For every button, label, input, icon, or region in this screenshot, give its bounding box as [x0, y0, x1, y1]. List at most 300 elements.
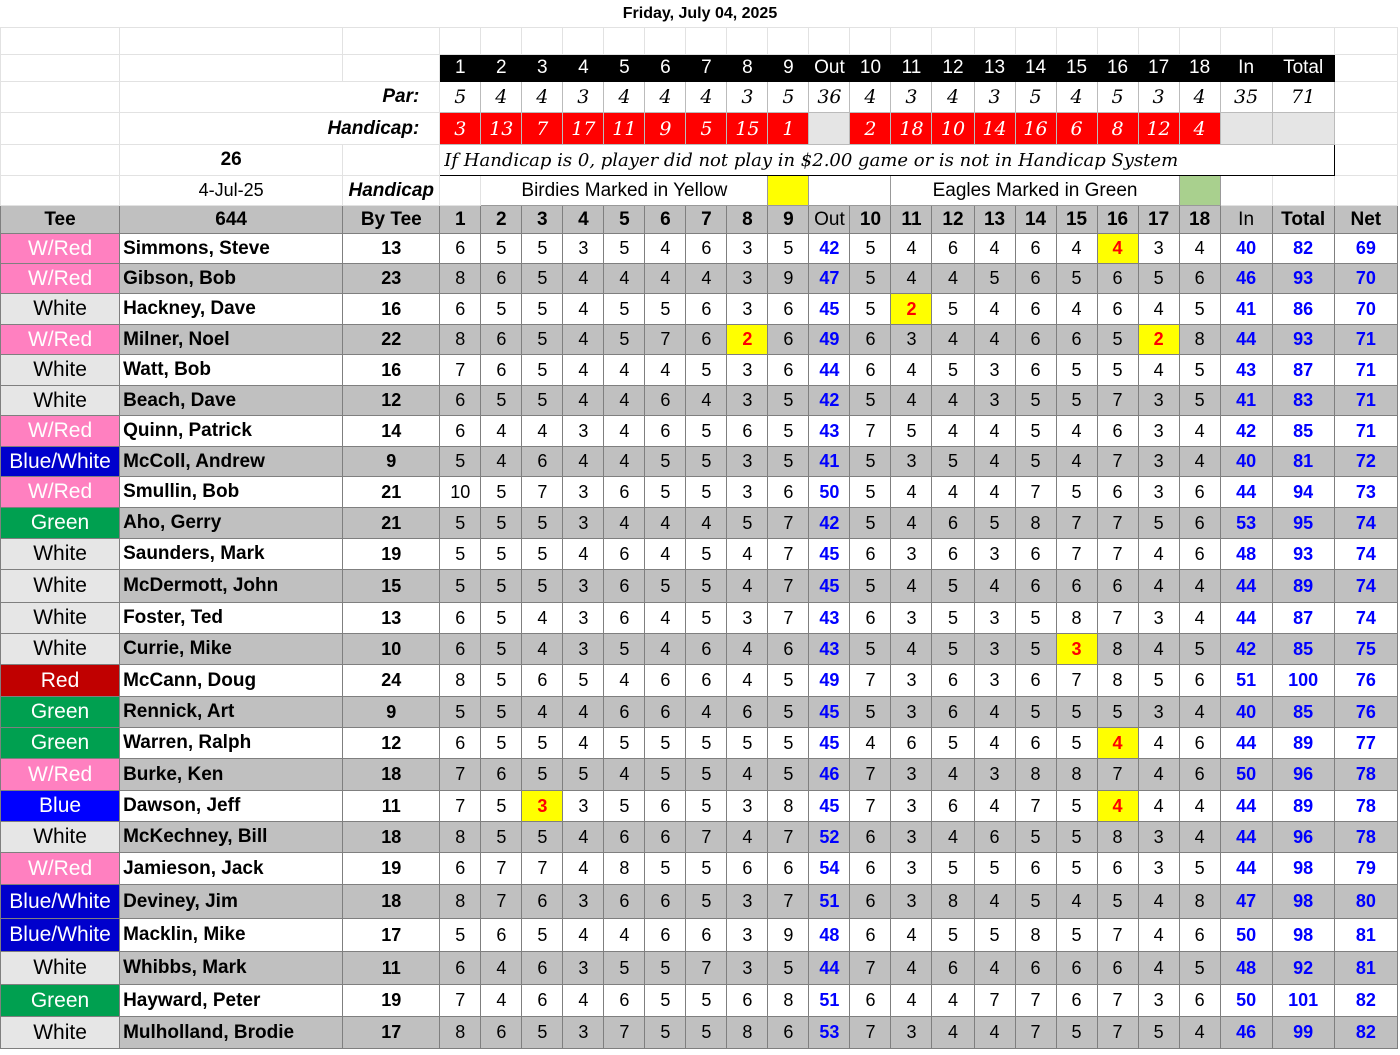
player-row [1, 759, 1398, 791]
hole-score: 3 [727, 885, 768, 919]
hole-score: 5 [850, 477, 891, 508]
net-score: 71 [1334, 325, 1397, 355]
hole-score: 3 [1056, 634, 1097, 665]
hole-score: 8 [440, 885, 481, 919]
hole-score: 8 [1179, 325, 1220, 355]
hole-score: 8 [1097, 822, 1138, 853]
handicap-label: Handicap: [120, 113, 440, 145]
hole-score: 5 [932, 570, 974, 603]
hole-score: 6 [1015, 325, 1056, 355]
hole-score: 6 [850, 822, 891, 853]
hole-score: 4 [932, 985, 974, 1017]
hole-score: 7 [440, 985, 481, 1017]
hole-score: 4 [1138, 791, 1179, 822]
hole-score: 8 [440, 264, 481, 294]
hole-score: 4 [974, 952, 1015, 985]
par-value: 35 [1220, 82, 1272, 113]
total-score: 50 [1220, 919, 1272, 952]
hole-score: 4 [522, 697, 563, 728]
total-score: 40 [1220, 234, 1272, 264]
column-header-in: In [1220, 206, 1272, 234]
hole-score: 5 [481, 634, 522, 665]
player-name: Simmons, Steve [120, 234, 343, 264]
hole-score: 4 [727, 665, 768, 697]
total-score: 98 [1272, 853, 1334, 885]
hole-handicap: 14 [974, 113, 1015, 145]
hole-score: 6 [932, 952, 974, 985]
date-short: 4-Jul-25 [120, 176, 343, 206]
hole-header-6: 6 [645, 55, 686, 82]
hole-score: 4 [563, 822, 604, 853]
hole-score: 4 [604, 665, 645, 697]
hole-score: 5 [604, 728, 645, 759]
hole-header-17: 17 [1138, 55, 1179, 82]
hole-score: 5 [850, 634, 891, 665]
column-header-8: 8 [727, 206, 768, 234]
column-header-15: 15 [1056, 206, 1097, 234]
net-score: 74 [1334, 508, 1397, 539]
hole-score: 5 [522, 822, 563, 853]
hole-score: 7 [768, 822, 809, 853]
total-score: 47 [809, 264, 850, 294]
hole-score: 4 [563, 919, 604, 952]
hole-score: 4 [645, 603, 686, 634]
hole-score: 4 [563, 325, 604, 355]
hole-score: 5 [481, 570, 522, 603]
tee-badge: W/Red [1, 264, 120, 294]
net-score: 82 [1334, 985, 1397, 1017]
hole-score: 5 [686, 791, 727, 822]
hole-score: 3 [1138, 985, 1179, 1017]
hole-score: 5 [932, 355, 974, 386]
tee-badge: White [1, 386, 120, 416]
hole-score: 6 [850, 603, 891, 634]
hole-score: 3 [563, 570, 604, 603]
net-score: 70 [1334, 294, 1397, 325]
total-score: 43 [809, 416, 850, 447]
hole-score: 3 [891, 759, 932, 791]
hole-score: 6 [1097, 416, 1138, 447]
total-score: 42 [809, 234, 850, 264]
hole-handicap: 1 [768, 113, 809, 145]
hole-score: 3 [974, 539, 1015, 570]
handicap-head: Handicap [343, 176, 440, 206]
net-score: 82 [1334, 1017, 1397, 1049]
hole-score: 5 [1015, 822, 1056, 853]
hole-handicap [809, 113, 850, 145]
hole-score: 3 [727, 603, 768, 634]
hole-score: 5 [440, 447, 481, 477]
hole-score: 6 [850, 985, 891, 1017]
hole-score: 7 [768, 570, 809, 603]
sheet-row [1, 55, 1398, 82]
total-score: 48 [1220, 952, 1272, 985]
hole-score: 5 [481, 294, 522, 325]
hole-score: 7 [481, 853, 522, 885]
player-name: Watt, Bob [120, 355, 343, 386]
hole-score: 6 [522, 985, 563, 1017]
hole-score: 3 [1138, 477, 1179, 508]
hole-header-14: 14 [1015, 55, 1056, 82]
hole-header-3: 3 [522, 55, 563, 82]
hole-score: 4 [1138, 759, 1179, 791]
player-name: Aho, Gerry [120, 508, 343, 539]
player-handicap: 23 [343, 264, 440, 294]
hole-score: 4 [974, 294, 1015, 325]
blank-cell [645, 28, 686, 55]
hole-score: 3 [727, 386, 768, 416]
hole-score: 7 [604, 1017, 645, 1049]
hole-score: 5 [645, 447, 686, 477]
player-row [1, 697, 1398, 728]
hole-score: 4 [1056, 294, 1097, 325]
hole-score: 3 [891, 603, 932, 634]
hole-score: 5 [1015, 416, 1056, 447]
hole-score: 4 [1179, 822, 1220, 853]
tee-badge: Green [1, 697, 120, 728]
hole-score: 6 [440, 386, 481, 416]
hole-score: 5 [850, 508, 891, 539]
hole-score: 4 [727, 822, 768, 853]
hole-score: 4 [563, 728, 604, 759]
hole-score: 3 [727, 355, 768, 386]
total-score: 40 [1220, 447, 1272, 477]
hole-score: 5 [563, 665, 604, 697]
tee-badge: Green [1, 728, 120, 759]
total-score: 45 [809, 791, 850, 822]
total-score: 51 [1220, 665, 1272, 697]
total-score: 93 [1272, 539, 1334, 570]
hole-score: 5 [686, 416, 727, 447]
player-name: Dawson, Jeff [120, 791, 343, 822]
hole-score: 5 [768, 697, 809, 728]
hole-handicap [1220, 113, 1272, 145]
total-score: 53 [809, 1017, 850, 1049]
total-score: 42 [1220, 416, 1272, 447]
column-header-2: 2 [481, 206, 522, 234]
player-handicap: 18 [343, 885, 440, 919]
player-row [1, 603, 1398, 634]
blank-cell [809, 28, 850, 55]
hole-score: 5 [686, 570, 727, 603]
tee-badge: White [1, 634, 120, 665]
player-name: Whibbs, Mark [120, 952, 343, 985]
hole-score: 4 [604, 508, 645, 539]
hole-score: 4 [1179, 447, 1220, 477]
hole-score: 4 [1138, 885, 1179, 919]
blank-cell [1056, 28, 1097, 55]
player-name: Rennick, Art [120, 697, 343, 728]
player-row [1, 416, 1398, 447]
sheet-row [1, 113, 1398, 145]
hole-score: 4 [481, 952, 522, 985]
hole-handicap: 13 [481, 113, 522, 145]
sheet-row [1, 82, 1398, 113]
hole-score: 3 [1138, 447, 1179, 477]
player-row [1, 885, 1398, 919]
hole-score: 5 [604, 325, 645, 355]
blank-cell [440, 28, 481, 55]
hole-score: 5 [932, 634, 974, 665]
hole-score: 5 [645, 759, 686, 791]
hole-score: 6 [604, 885, 645, 919]
par-value: 3 [563, 82, 604, 113]
hole-score: 4 [1056, 416, 1097, 447]
hole-score: 5 [850, 447, 891, 477]
player-handicap: 14 [343, 416, 440, 447]
blank-cell [891, 28, 932, 55]
hole-score: 3 [974, 603, 1015, 634]
hole-score: 4 [932, 822, 974, 853]
hole-score: 3 [891, 325, 932, 355]
hole-score: 4 [563, 386, 604, 416]
player-name: Smullin, Bob [120, 477, 343, 508]
par-value: 4 [645, 82, 686, 113]
hole-score: 5 [522, 508, 563, 539]
hole-score: 4 [1179, 603, 1220, 634]
blank-cell [1220, 28, 1272, 55]
hole-handicap: 18 [891, 113, 932, 145]
total-score: 100 [1272, 665, 1334, 697]
hole-score: 6 [1015, 539, 1056, 570]
column-header-name: 644 [120, 206, 343, 234]
hole-score: 5 [645, 985, 686, 1017]
hole-score: 6 [850, 539, 891, 570]
hole-score: 5 [604, 952, 645, 985]
hole-score: 5 [522, 539, 563, 570]
net-score: 74 [1334, 570, 1397, 603]
hole-score: 5 [1179, 355, 1220, 386]
hole-score: 6 [440, 952, 481, 985]
hole-score: 6 [686, 325, 727, 355]
hole-score: 3 [563, 952, 604, 985]
hole-score: 7 [850, 665, 891, 697]
net-score: 72 [1334, 447, 1397, 477]
net-score: 71 [1334, 355, 1397, 386]
par-value: 4 [932, 82, 974, 113]
player-name: Burke, Ken [120, 759, 343, 791]
net-score: 71 [1334, 416, 1397, 447]
player-handicap: 10 [343, 634, 440, 665]
player-name: Hackney, Dave [120, 294, 343, 325]
hole-score: 4 [686, 386, 727, 416]
hole-score: 4 [932, 759, 974, 791]
blank-cell [1097, 28, 1138, 55]
hole-score: 4 [1056, 885, 1097, 919]
hole-score: 6 [686, 665, 727, 697]
hole-header-9: 9 [768, 55, 809, 82]
hole-score: 3 [1138, 416, 1179, 447]
total-score: 44 [1220, 325, 1272, 355]
player-row [1, 665, 1398, 697]
column-header-17: 17 [1138, 206, 1179, 234]
hole-score: 4 [481, 985, 522, 1017]
hole-score: 5 [850, 386, 891, 416]
hole-score: 3 [563, 634, 604, 665]
hole-score: 5 [1179, 952, 1220, 985]
hole-score: 3 [727, 294, 768, 325]
hole-score: 8 [1097, 634, 1138, 665]
hole-score: 5 [974, 919, 1015, 952]
total-score: 87 [1272, 603, 1334, 634]
player-name: Mulholland, Brodie [120, 1017, 343, 1049]
hole-score: 7 [1015, 477, 1056, 508]
hole-score: 5 [1015, 885, 1056, 919]
total-score: 85 [1272, 697, 1334, 728]
hole-score: 4 [1179, 791, 1220, 822]
hole-score: 4 [645, 539, 686, 570]
hole-score: 6 [1015, 294, 1056, 325]
player-handicap: 11 [343, 791, 440, 822]
total-score: 53 [1220, 508, 1272, 539]
player-handicap: 15 [343, 570, 440, 603]
hole-score: 5 [522, 728, 563, 759]
hole-score: 6 [850, 885, 891, 919]
blank-cell [1, 145, 120, 176]
hole-score: 6 [481, 759, 522, 791]
hole-score: 6 [1015, 355, 1056, 386]
hole-score: 5 [604, 294, 645, 325]
hole-score: 5 [686, 477, 727, 508]
hole-score: 5 [850, 264, 891, 294]
player-name: Beach, Dave [120, 386, 343, 416]
hole-score: 6 [604, 985, 645, 1017]
total-score: 45 [809, 697, 850, 728]
hole-score: 4 [1056, 447, 1097, 477]
total-score: 45 [809, 570, 850, 603]
total-score: 44 [1220, 728, 1272, 759]
hole-score: 5 [522, 294, 563, 325]
hole-score: 6 [686, 294, 727, 325]
hole-score: 4 [932, 386, 974, 416]
net-score: 75 [1334, 634, 1397, 665]
total-score: 44 [1220, 570, 1272, 603]
hole-score: 5 [522, 234, 563, 264]
total-score: 92 [1272, 952, 1334, 985]
hole-score: 4 [727, 634, 768, 665]
hole-score: 4 [727, 570, 768, 603]
par-value: 4 [481, 82, 522, 113]
hole-handicap: 6 [1056, 113, 1097, 145]
column-header-total: Total [1272, 206, 1334, 234]
player-row [1, 822, 1398, 853]
hole-score: 4 [604, 447, 645, 477]
hole-handicap: 15 [727, 113, 768, 145]
total-score: 54 [809, 853, 850, 885]
blank-cell [343, 55, 440, 82]
hole-score: 7 [850, 759, 891, 791]
player-count: 26 [120, 145, 343, 176]
par-value: 3 [727, 82, 768, 113]
hole-score: 5 [727, 728, 768, 759]
tee-badge: White [1, 603, 120, 634]
hole-score: 4 [604, 264, 645, 294]
hole-score: 8 [1015, 919, 1056, 952]
blank-cell [768, 28, 809, 55]
hole-score: 9 [768, 264, 809, 294]
hole-score: 5 [645, 728, 686, 759]
hole-score: 5 [481, 791, 522, 822]
par-value: 5 [768, 82, 809, 113]
hole-score: 5 [1138, 264, 1179, 294]
hole-score: 5 [522, 919, 563, 952]
hole-score: 6 [1015, 570, 1056, 603]
hole-score: 6 [768, 355, 809, 386]
hole-score: 6 [932, 665, 974, 697]
hole-score: 3 [891, 822, 932, 853]
hole-score: 5 [1097, 885, 1138, 919]
hole-score: 5 [1015, 447, 1056, 477]
hole-score: 7 [768, 885, 809, 919]
blank-cell [1, 55, 120, 82]
hole-score: 5 [645, 294, 686, 325]
hole-score: 5 [1015, 634, 1056, 665]
hole-score: 5 [440, 539, 481, 570]
player-name: Macklin, Mike [120, 919, 343, 952]
blank-cell [1272, 176, 1334, 206]
total-score: 83 [1272, 386, 1334, 416]
hole-score: 5 [481, 508, 522, 539]
hole-score: 5 [1179, 386, 1220, 416]
column-header-out: Out [809, 206, 850, 234]
net-score: 71 [1334, 386, 1397, 416]
hole-score: 5 [481, 697, 522, 728]
hole-score: 4 [974, 791, 1015, 822]
total-score: 89 [1272, 728, 1334, 759]
hole-score: 6 [645, 386, 686, 416]
player-name: McDermott, John [120, 570, 343, 603]
tee-badge: Red [1, 665, 120, 697]
hole-score: 5 [522, 570, 563, 603]
hole-score: 4 [974, 447, 1015, 477]
column-header-3: 3 [522, 206, 563, 234]
total-score: 42 [809, 386, 850, 416]
hole-score: 7 [440, 759, 481, 791]
hole-score: 6 [1179, 759, 1220, 791]
blank-cell [974, 28, 1015, 55]
player-handicap: 9 [343, 447, 440, 477]
total-score: 40 [1220, 697, 1272, 728]
hole-score: 6 [481, 919, 522, 952]
hole-score: 7 [1097, 919, 1138, 952]
hole-score: 4 [563, 539, 604, 570]
hole-score: 5 [1015, 603, 1056, 634]
hole-score: 4 [1179, 416, 1220, 447]
hole-score: 4 [1097, 728, 1138, 759]
hole-score: 3 [891, 447, 932, 477]
hole-header-10: 10 [850, 55, 891, 82]
par-value: 4 [1056, 82, 1097, 113]
hole-score: 4 [891, 355, 932, 386]
hole-score: 7 [522, 477, 563, 508]
hole-score: 7 [1097, 508, 1138, 539]
hole-score: 4 [1179, 570, 1220, 603]
hole-score: 4 [563, 294, 604, 325]
sheet-row [1, 206, 1398, 234]
hole-score: 6 [727, 853, 768, 885]
hole-score: 4 [686, 508, 727, 539]
blank-cell [1138, 28, 1179, 55]
hole-score: 6 [686, 919, 727, 952]
hole-score: 6 [727, 697, 768, 728]
hole-score: 4 [974, 416, 1015, 447]
net-score: 78 [1334, 791, 1397, 822]
hole-score: 6 [645, 665, 686, 697]
hole-score: 5 [727, 508, 768, 539]
column-header-18: 18 [1179, 206, 1220, 234]
total-score: 48 [1220, 539, 1272, 570]
hole-header-5: 5 [604, 55, 645, 82]
